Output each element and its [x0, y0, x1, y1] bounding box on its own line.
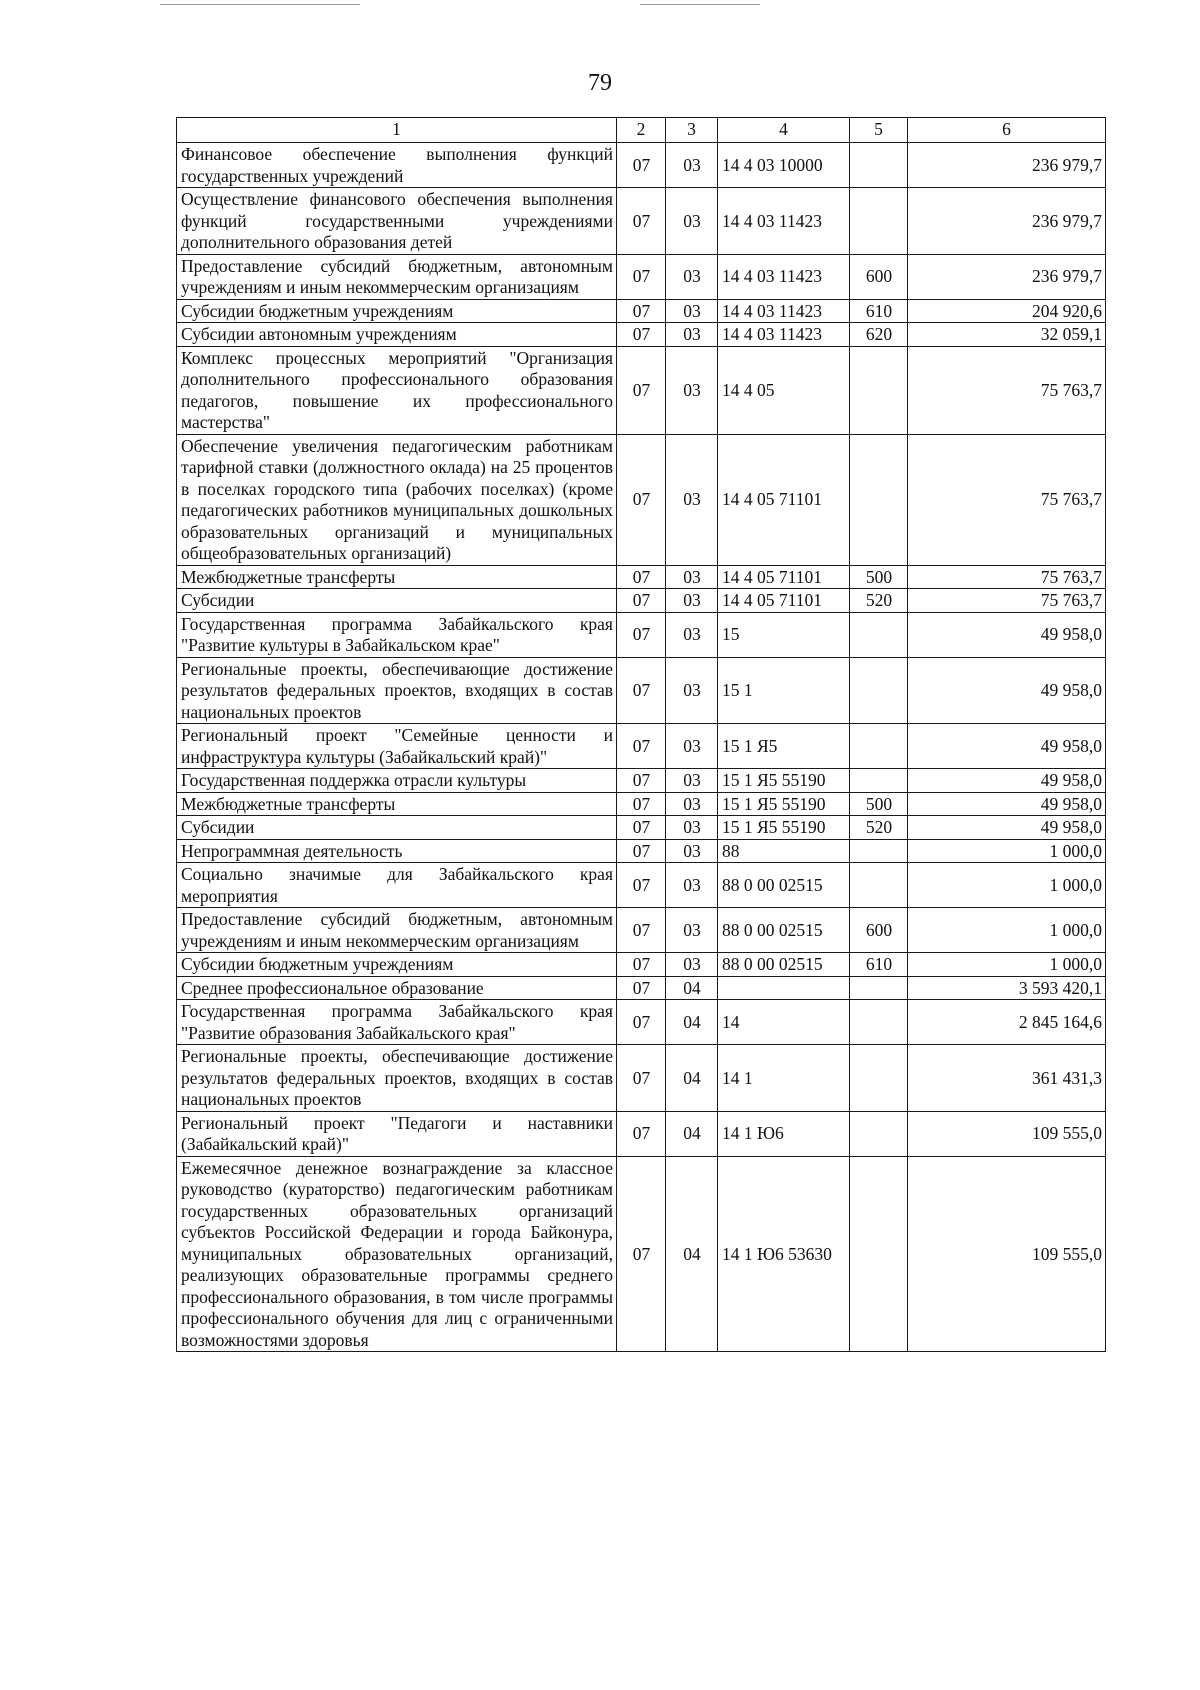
table-row	[177, 839, 1106, 863]
target-article-cell: 14 4 03 11423	[718, 254, 850, 299]
row-name-cell: Предоставление субсидий бюджетным, автономным учреждениям и иным некоммерческим организациям	[177, 908, 617, 953]
scan-artifact-line	[640, 4, 760, 5]
amount-cell: 3 593 420,1	[908, 976, 1106, 1000]
table-row	[177, 323, 1106, 347]
section-code-cell: 07	[617, 792, 666, 816]
amount-cell: 49 958,0	[908, 792, 1106, 816]
amount-cell: 1 000,0	[908, 863, 1106, 908]
amount-cell: 1 000,0	[908, 839, 1106, 863]
expense-type-cell: 520	[850, 589, 908, 613]
table-row	[177, 863, 1106, 908]
expense-type-cell	[850, 612, 908, 657]
expense-type-cell	[850, 143, 908, 188]
amount-cell: 49 958,0	[908, 769, 1106, 793]
section-code-cell: 07	[617, 299, 666, 323]
expense-type-cell: 520	[850, 816, 908, 840]
amount-cell: 2 845 164,6	[908, 1000, 1106, 1045]
column-header: 1	[177, 118, 617, 143]
table-row	[177, 657, 1106, 724]
row-name-cell: Региональный проект "Семейные ценности и инфраструктура культуры (Забайкальский край)"	[177, 724, 617, 769]
expense-type-cell: 600	[850, 254, 908, 299]
row-name-cell: Субсидии	[177, 589, 617, 613]
section-code-cell: 07	[617, 565, 666, 589]
row-name-cell: Ежемесячное денежное вознаграждение за классное руководство (кураторство) педагогическим работникам государственных образовательных организаций субъектов Российской Федерации и города Байконура, муниципальных образовательных организаций, реализующих образовательные программы среднего профессионального образования, в том числе программы профессионального обучения для лиц с ограниченными возможностями здоровья	[177, 1156, 617, 1352]
target-article-cell: 14 4 03 10000	[718, 143, 850, 188]
amount-cell: 109 555,0	[908, 1111, 1106, 1156]
expense-type-cell	[850, 1000, 908, 1045]
table-row	[177, 1156, 1106, 1352]
section-code-cell: 07	[617, 769, 666, 793]
expense-type-cell: 610	[850, 299, 908, 323]
expense-type-cell: 610	[850, 953, 908, 977]
subsection-code-cell: 03	[666, 565, 718, 589]
expense-type-cell	[850, 839, 908, 863]
expense-type-cell	[850, 863, 908, 908]
amount-cell: 75 763,7	[908, 346, 1106, 434]
row-name-cell: Региональные проекты, обеспечивающие достижение результатов федеральных проектов, входящих в состав национальных проектов	[177, 1045, 617, 1112]
subsection-code-cell: 03	[666, 839, 718, 863]
target-article-cell: 15 1 Я5 55190	[718, 816, 850, 840]
row-name-cell: Государственная программа Забайкальского края "Развитие культуры в Забайкальском крае"	[177, 612, 617, 657]
amount-cell: 49 958,0	[908, 816, 1106, 840]
expense-type-cell	[850, 346, 908, 434]
target-article-cell: 15 1 Я5	[718, 724, 850, 769]
section-code-cell: 07	[617, 143, 666, 188]
target-article-cell: 14 4 05	[718, 346, 850, 434]
target-article-cell: 14 4 03 11423	[718, 299, 850, 323]
subsection-code-cell: 03	[666, 724, 718, 769]
table-row	[177, 565, 1106, 589]
expense-type-cell	[850, 1156, 908, 1352]
table-row	[177, 724, 1106, 769]
row-name-cell: Субсидии автономным учреждениям	[177, 323, 617, 347]
row-name-cell: Субсидии бюджетным учреждениям	[177, 953, 617, 977]
section-code-cell: 07	[617, 1000, 666, 1045]
table-row	[177, 299, 1106, 323]
target-article-cell: 15 1	[718, 657, 850, 724]
amount-cell: 109 555,0	[908, 1156, 1106, 1352]
row-name-cell: Социально значимые для Забайкальского края мероприятия	[177, 863, 617, 908]
expense-type-cell	[850, 1111, 908, 1156]
section-code-cell: 07	[617, 323, 666, 347]
target-article-cell: 14 1 Ю6	[718, 1111, 850, 1156]
expense-type-cell: 620	[850, 323, 908, 347]
table-row	[177, 1111, 1106, 1156]
subsection-code-cell: 03	[666, 816, 718, 840]
section-code-cell: 07	[617, 953, 666, 977]
expense-type-cell	[850, 434, 908, 565]
table-row	[177, 769, 1106, 793]
subsection-code-cell: 03	[666, 657, 718, 724]
target-article-cell: 14 4 03 11423	[718, 323, 850, 347]
target-article-cell: 14 4 05 71101	[718, 434, 850, 565]
section-code-cell: 07	[617, 816, 666, 840]
amount-cell: 204 920,6	[908, 299, 1106, 323]
column-header: 2	[617, 118, 666, 143]
target-article-cell: 88 0 00 02515	[718, 953, 850, 977]
section-code-cell: 07	[617, 657, 666, 724]
row-name-cell: Непрограммная деятельность	[177, 839, 617, 863]
expense-type-cell: 600	[850, 908, 908, 953]
section-code-cell: 07	[617, 1111, 666, 1156]
target-article-cell: 15 1 Я5 55190	[718, 792, 850, 816]
subsection-code-cell: 03	[666, 323, 718, 347]
section-code-cell: 07	[617, 908, 666, 953]
subsection-code-cell: 03	[666, 589, 718, 613]
subsection-code-cell: 03	[666, 792, 718, 816]
amount-cell: 1 000,0	[908, 908, 1106, 953]
column-header: 6	[908, 118, 1106, 143]
table-row	[177, 143, 1106, 188]
amount-cell: 361 431,3	[908, 1045, 1106, 1112]
scan-artifact-line	[160, 4, 360, 5]
row-name-cell: Межбюджетные трансферты	[177, 792, 617, 816]
table-row	[177, 1000, 1106, 1045]
row-name-cell: Межбюджетные трансферты	[177, 565, 617, 589]
row-name-cell: Обеспечение увеличения педагогическим работникам тарифной ставки (должностного оклада) на 25 процентов в поселках городского типа (рабочих поселках) (кроме педагогических работников муниципальных дошкольных образовательных организаций и муниципальных общеобразовательных организаций)	[177, 434, 617, 565]
column-header: 5	[850, 118, 908, 143]
subsection-code-cell: 03	[666, 612, 718, 657]
section-code-cell: 07	[617, 1045, 666, 1112]
subsection-code-cell: 04	[666, 976, 718, 1000]
target-article-cell: 88 0 00 02515	[718, 908, 850, 953]
target-article-cell: 15	[718, 612, 850, 657]
row-name-cell: Государственная программа Забайкальского края "Развитие образования Забайкальского края"	[177, 1000, 617, 1045]
subsection-code-cell: 03	[666, 908, 718, 953]
expense-type-cell	[850, 188, 908, 255]
subsection-code-cell: 04	[666, 1045, 718, 1112]
subsection-code-cell: 03	[666, 953, 718, 977]
section-code-cell: 07	[617, 612, 666, 657]
amount-cell: 75 763,7	[908, 565, 1106, 589]
expense-type-cell	[850, 1045, 908, 1112]
amount-cell: 236 979,7	[908, 254, 1106, 299]
section-code-cell: 07	[617, 1156, 666, 1352]
expense-type-cell	[850, 724, 908, 769]
table-body	[177, 143, 1106, 1352]
target-article-cell: 14 1	[718, 1045, 850, 1112]
section-code-cell: 07	[617, 839, 666, 863]
section-code-cell: 07	[617, 589, 666, 613]
table-row	[177, 976, 1106, 1000]
table-row	[177, 816, 1106, 840]
target-article-cell: 14 4 05 71101	[718, 565, 850, 589]
amount-cell: 1 000,0	[908, 953, 1106, 977]
amount-cell: 75 763,7	[908, 589, 1106, 613]
amount-cell: 236 979,7	[908, 188, 1106, 255]
table-row	[177, 188, 1106, 255]
table-row	[177, 589, 1106, 613]
amount-cell: 49 958,0	[908, 612, 1106, 657]
expense-type-cell: 500	[850, 792, 908, 816]
table-row	[177, 612, 1106, 657]
target-article-cell: 88 0 00 02515	[718, 863, 850, 908]
table-row	[177, 792, 1106, 816]
amount-cell: 49 958,0	[908, 724, 1106, 769]
amount-cell: 49 958,0	[908, 657, 1106, 724]
expense-type-cell: 500	[850, 565, 908, 589]
subsection-code-cell: 04	[666, 1111, 718, 1156]
row-name-cell: Финансовое обеспечение выполнения функций государственных учреждений	[177, 143, 617, 188]
target-article-cell: 88	[718, 839, 850, 863]
subsection-code-cell: 03	[666, 188, 718, 255]
table-row	[177, 434, 1106, 565]
section-code-cell: 07	[617, 863, 666, 908]
table-header-row	[177, 118, 1106, 143]
subsection-code-cell: 03	[666, 299, 718, 323]
row-name-cell: Осуществление финансового обеспечения выполнения функций государственными учреждениями дополнительного образования детей	[177, 188, 617, 255]
page-number: 79	[588, 70, 612, 96]
subsection-code-cell: 03	[666, 863, 718, 908]
subsection-code-cell: 03	[666, 254, 718, 299]
subsection-code-cell: 04	[666, 1000, 718, 1045]
subsection-code-cell: 03	[666, 769, 718, 793]
target-article-cell: 14	[718, 1000, 850, 1045]
row-name-cell: Среднее профессиональное образование	[177, 976, 617, 1000]
subsection-code-cell: 03	[666, 143, 718, 188]
amount-cell: 236 979,7	[908, 143, 1106, 188]
row-name-cell: Предоставление субсидий бюджетным, автономным учреждениям и иным некоммерческим организациям	[177, 254, 617, 299]
table-row	[177, 346, 1106, 434]
table-row	[177, 1045, 1106, 1112]
section-code-cell: 07	[617, 724, 666, 769]
target-article-cell: 14 1 Ю6 53630	[718, 1156, 850, 1352]
column-header: 3	[666, 118, 718, 143]
expense-type-cell	[850, 657, 908, 724]
target-article-cell: 15 1 Я5 55190	[718, 769, 850, 793]
column-header: 4	[718, 118, 850, 143]
row-name-cell: Региональный проект "Педагоги и наставники (Забайкальский край)"	[177, 1111, 617, 1156]
section-code-cell: 07	[617, 254, 666, 299]
row-name-cell: Государственная поддержка отрасли культуры	[177, 769, 617, 793]
section-code-cell: 07	[617, 434, 666, 565]
amount-cell: 32 059,1	[908, 323, 1106, 347]
target-article-cell: 14 4 03 11423	[718, 188, 850, 255]
budget-table	[176, 117, 1106, 1352]
subsection-code-cell: 03	[666, 434, 718, 565]
row-name-cell: Комплекс процессных мероприятий "Организация дополнительного профессионального образования педагогов, повышение их профессионального мастерства"	[177, 346, 617, 434]
expense-type-cell	[850, 769, 908, 793]
table-row	[177, 254, 1106, 299]
row-name-cell: Субсидии бюджетным учреждениям	[177, 299, 617, 323]
table-row	[177, 953, 1106, 977]
subsection-code-cell: 04	[666, 1156, 718, 1352]
section-code-cell: 07	[617, 346, 666, 434]
target-article-cell	[718, 976, 850, 1000]
section-code-cell: 07	[617, 976, 666, 1000]
table-row	[177, 908, 1106, 953]
target-article-cell: 14 4 05 71101	[718, 589, 850, 613]
section-code-cell: 07	[617, 188, 666, 255]
expense-type-cell	[850, 976, 908, 1000]
subsection-code-cell: 03	[666, 346, 718, 434]
row-name-cell: Субсидии	[177, 816, 617, 840]
amount-cell: 75 763,7	[908, 434, 1106, 565]
row-name-cell: Региональные проекты, обеспечивающие достижение результатов федеральных проектов, входящих в состав национальных проектов	[177, 657, 617, 724]
